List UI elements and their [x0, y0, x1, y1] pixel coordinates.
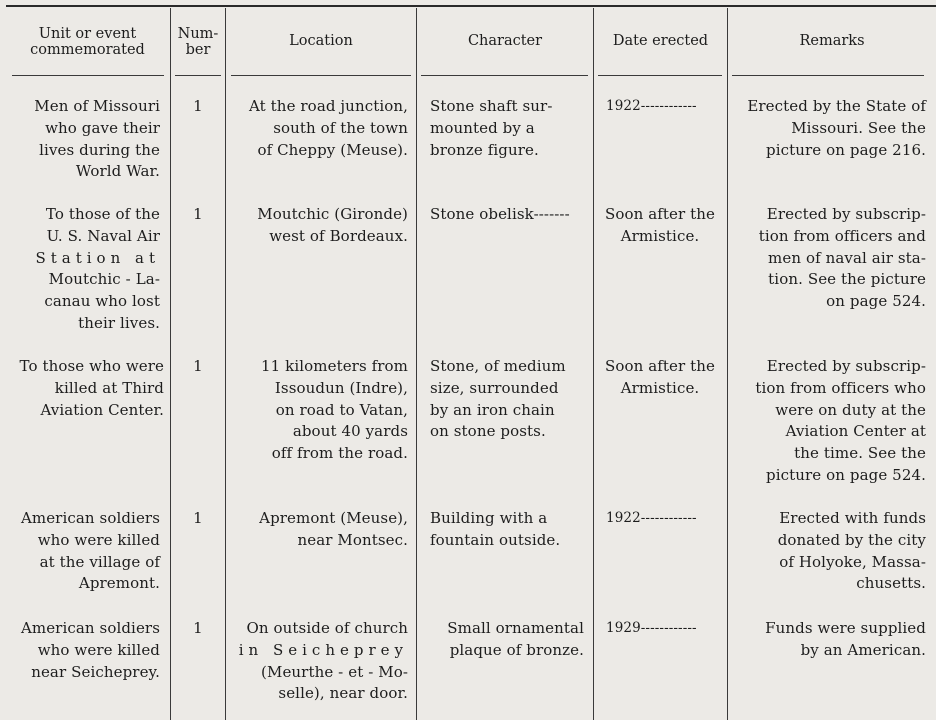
row3-character [430, 356, 584, 443]
column-rule [593, 8, 594, 720]
text-line: killed at Third [54, 378, 164, 397]
text-line: Stone shaft sur- [430, 97, 553, 115]
header-remarks: Remarks [799, 33, 865, 49]
text-line: (Meurthe - et - Mo- [261, 662, 408, 681]
text-line: plaque of bronze. [449, 640, 584, 659]
row3-number: 1 [193, 357, 203, 375]
text-line: by an American. [800, 640, 926, 659]
text-line: World War. [75, 162, 160, 181]
text-line: of Holyoke, Massa- [779, 552, 926, 571]
row5-number: 1 [193, 619, 203, 637]
text-line: near Seicheprey. [31, 662, 160, 681]
text-line: 11 kilometers from [261, 357, 408, 375]
row5-unit [12, 618, 160, 683]
text-line: U. S. Naval Air [46, 226, 160, 245]
header-number: Num- ber [177, 26, 219, 58]
text-line: 1922------------ [606, 510, 697, 526]
text-line: fountain outside. [430, 530, 561, 549]
text-line: Erected with funds [779, 509, 926, 527]
text-line: Erected by subscrip- [766, 205, 926, 223]
text-line: on page 524. [826, 292, 926, 311]
text-line: Aviation Center at [785, 422, 926, 441]
text-line: Moutchic - La- [48, 270, 160, 289]
text-line: donated by the city [777, 530, 926, 549]
table-top-rule [6, 5, 936, 7]
header-date: Date erected [612, 33, 709, 49]
text-line: selle), near door. [278, 684, 408, 703]
header-underline [12, 75, 164, 76]
text-line: Aviation Center. [40, 400, 164, 419]
header-underline [175, 75, 221, 76]
text-line: were on duty at the [775, 400, 926, 419]
row2-unit [12, 204, 160, 335]
row4-unit [12, 508, 160, 595]
row2-character [430, 204, 590, 226]
text-line: Issoudun (Indre), [274, 378, 408, 397]
header-underline [732, 75, 924, 76]
header-unit: Unit or event commemorated [30, 26, 145, 58]
text-line: off from the road. [271, 444, 408, 463]
row4-date [606, 508, 726, 530]
row2-number: 1 [193, 205, 203, 223]
text-line: canau who lost [44, 292, 160, 311]
text-line: To those of the [45, 205, 160, 223]
text-line: who were killed [37, 530, 160, 549]
text-line: Missouri. See the [791, 118, 926, 137]
row5-date [606, 618, 726, 640]
header-character: Character [467, 33, 543, 49]
text-line: by an iron chain [430, 400, 555, 419]
row4-character [430, 508, 584, 552]
text-line: on road to Vatan, [275, 400, 408, 419]
column-rule [225, 8, 226, 720]
header-underline [598, 75, 722, 76]
row4-location [234, 508, 408, 552]
text-line: Armistice. [620, 226, 700, 245]
text-line: picture on page 216. [766, 140, 926, 159]
header-location: Location [289, 33, 353, 49]
text-line: Armistice. [620, 378, 700, 397]
text-line: about 40 yards [292, 422, 408, 441]
text-line: mounted by a [430, 118, 535, 137]
text-line: men of naval air sta- [768, 248, 926, 267]
row5-remarks [738, 618, 926, 662]
text-line: Soon after the [604, 357, 716, 375]
text-line: Small ornamental [447, 619, 584, 637]
row3-date [598, 356, 722, 400]
text-line: Apremont. [78, 574, 160, 593]
text-line: lives during the [39, 140, 160, 159]
row1-remarks [738, 96, 926, 161]
row2-location [234, 204, 408, 248]
row3-remarks [738, 356, 926, 487]
text-line: who gave their [45, 118, 160, 137]
text-line: Men of Missouri [34, 97, 160, 115]
text-line: Building with a [430, 509, 548, 527]
row1-date [606, 96, 726, 118]
text-line: Apremont (Meuse), [259, 509, 408, 527]
row1-character [430, 96, 584, 161]
row2-date [598, 204, 722, 248]
text-line: tion from officers and [758, 226, 926, 245]
text-line: Erected by the State of [747, 97, 926, 115]
text-line: 1929------------ [606, 620, 697, 636]
text-line: Stone obelisk------- [430, 205, 570, 223]
text-line: on stone posts. [430, 422, 546, 441]
text-line: near Montsec. [297, 530, 408, 549]
text-line: tion. See the picture [768, 270, 926, 289]
text-line: size, surrounded [430, 378, 559, 397]
row4-remarks [738, 508, 926, 595]
text-line: Soon after the [604, 205, 716, 223]
header-underline [421, 75, 588, 76]
row3-location [234, 356, 408, 465]
text-line: at the village of [39, 552, 160, 571]
text-line: 1922------------ [606, 98, 697, 114]
row2-remarks [738, 204, 926, 313]
header-underline [231, 75, 411, 76]
row5-location [234, 618, 408, 705]
text-line: picture on page 524. [766, 465, 926, 484]
column-rule [416, 8, 417, 720]
text-line: Stone, of medium [430, 357, 566, 375]
text-line: Funds were supplied [765, 619, 926, 637]
row4-number: 1 [193, 509, 203, 527]
row1-location [234, 96, 408, 161]
text-line: American soldiers [20, 619, 160, 637]
text-line: south of the town [273, 118, 408, 137]
row1-number: 1 [193, 97, 203, 115]
text-line: Station at [35, 248, 160, 267]
row3-unit [12, 356, 164, 421]
text-line: On outside of church [246, 619, 408, 637]
text-line: the time. See the [794, 444, 926, 463]
text-line: At the road junction, [249, 97, 408, 115]
text-line: west of Bordeaux. [269, 226, 408, 245]
text-line: To those who were [19, 357, 164, 375]
text-line: chusetts. [856, 574, 926, 593]
text-line: their lives. [78, 313, 160, 332]
text-line: Moutchic (Gironde) [257, 205, 408, 223]
text-line: who were killed [37, 640, 160, 659]
text-line: American soldiers [20, 509, 160, 527]
text-line: in Seicheprey [238, 640, 408, 659]
text-line: of Cheppy (Meuse). [257, 140, 408, 159]
text-line: bronze figure. [430, 140, 539, 159]
column-rule [727, 8, 728, 720]
text-line: Erected by subscrip- [766, 357, 926, 375]
row1-unit [12, 96, 160, 183]
row5-character [426, 618, 584, 662]
text-line: tion from officers who [755, 378, 926, 397]
